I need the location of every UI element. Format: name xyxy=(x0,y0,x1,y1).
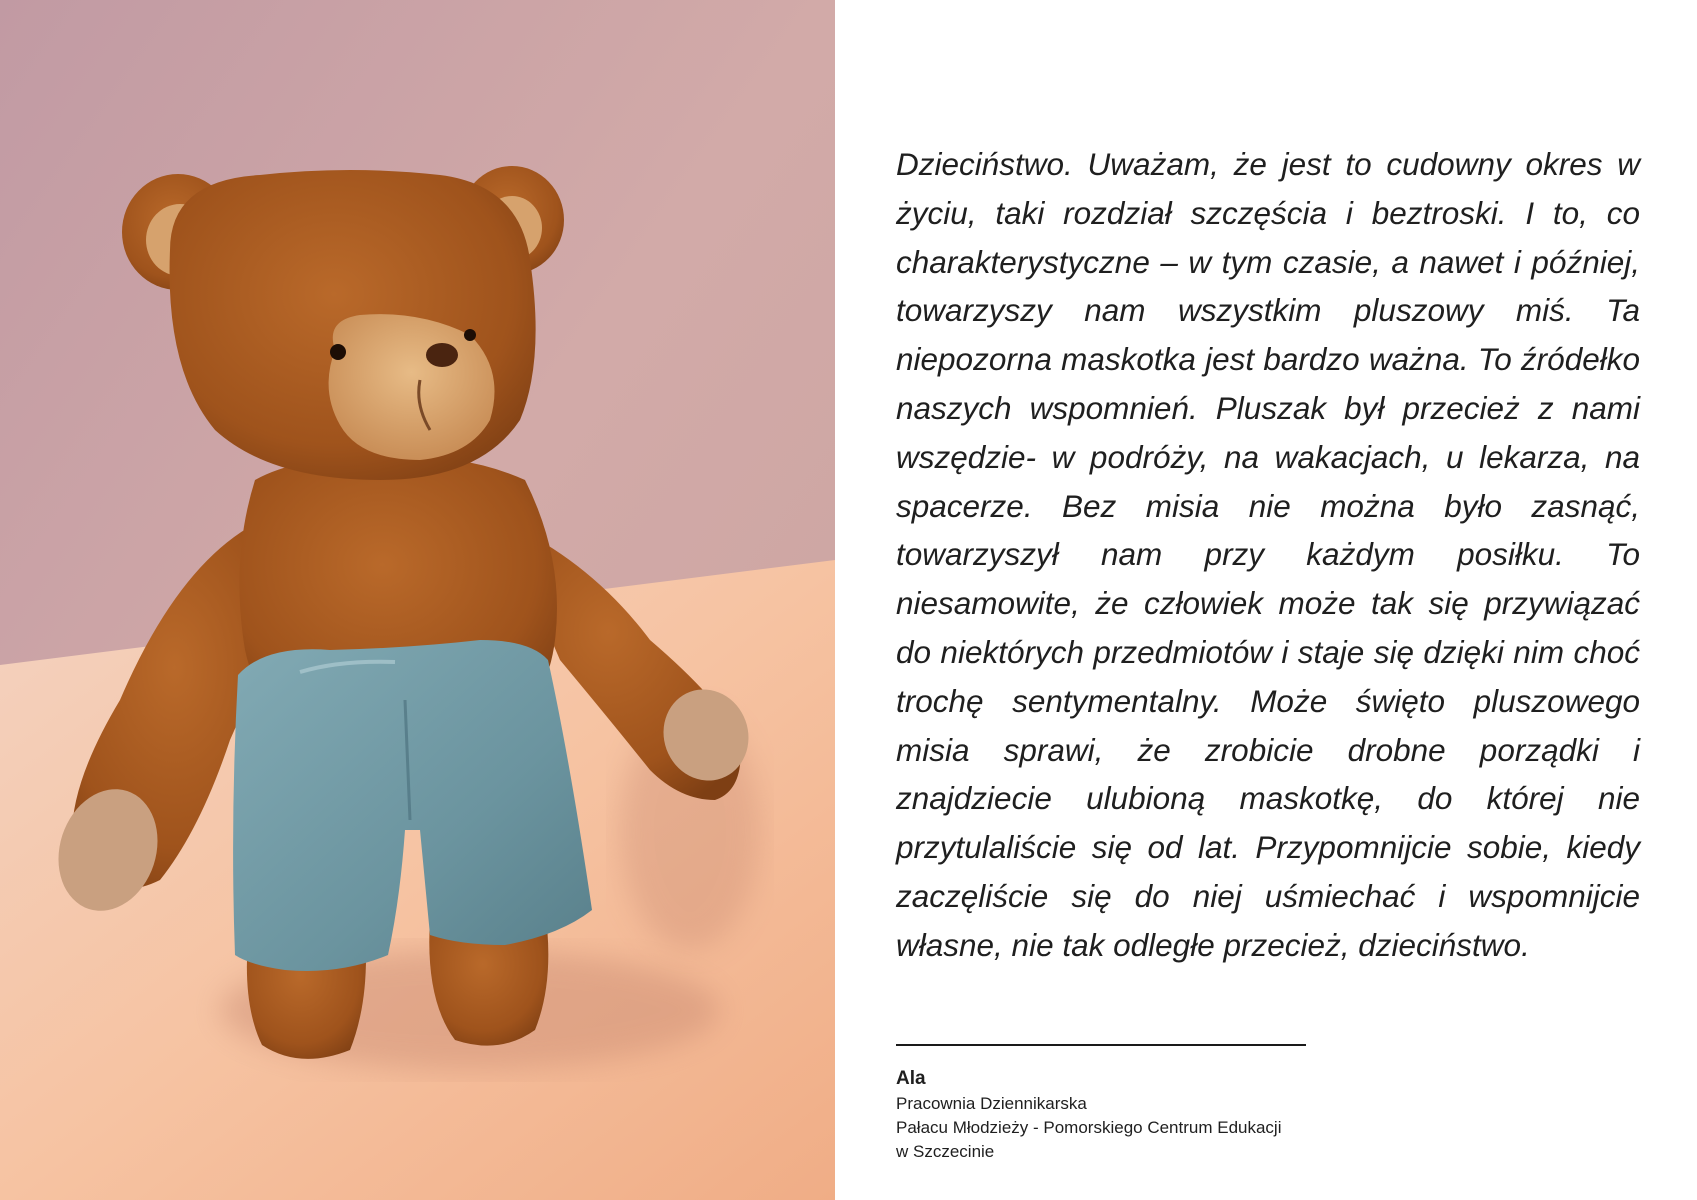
signature-block xyxy=(896,1066,1596,1164)
signature-divider xyxy=(896,1044,1306,1046)
article-column xyxy=(896,140,1640,970)
affiliation-line-3: w Szczecinie xyxy=(896,1142,995,1161)
right-eye xyxy=(464,329,476,341)
bear-nose xyxy=(426,343,458,367)
teddy-bear-illustration xyxy=(0,0,835,1200)
affiliation-line-2: Pałacu Młodzieży - Pomorskiego Centrum Edukacji xyxy=(896,1118,1282,1137)
author-name: Ala xyxy=(896,1068,926,1089)
affiliation-line-1: Pracownia Dziennikarska xyxy=(896,1094,1087,1113)
teddy-bear-photo xyxy=(0,0,835,1200)
article-body: Dzieciństwo. Uważam, że jest to cudowny okres w życiu, taki rozdział szczęścia i beztroski. I to, co charakterystyczne – w tym czasie, a nawet i później, towarzyszy nam wszystkim pluszowy miś. Ta niepozorna maskotka jest bardzo ważna. To źródełko naszych wspomnień. Pluszak był przecież z nami wszędzie- w podróży, na wakacjach, u lekarza, na spacerze. Bez misia nie można było zasnąć, towarzyszył nam przy każdym posiłku. To niesamowite, że człowiek może tak się przywiązać do niektórych przedmiotów i staje się dzięki nim choć trochę sentymentalny. Może święto pluszowego misia sprawi, że zrobicie drobne porządki i znajdziecie ulubioną maskotkę, do której nie przytulaliście się od lat. Przypomnijcie sobie, kiedy zaczęliście się do niej uśmiechać i wspomnijcie własne, nie tak odległe przecież, dzieciństwo. xyxy=(896,146,1640,963)
left-eye xyxy=(330,344,346,360)
